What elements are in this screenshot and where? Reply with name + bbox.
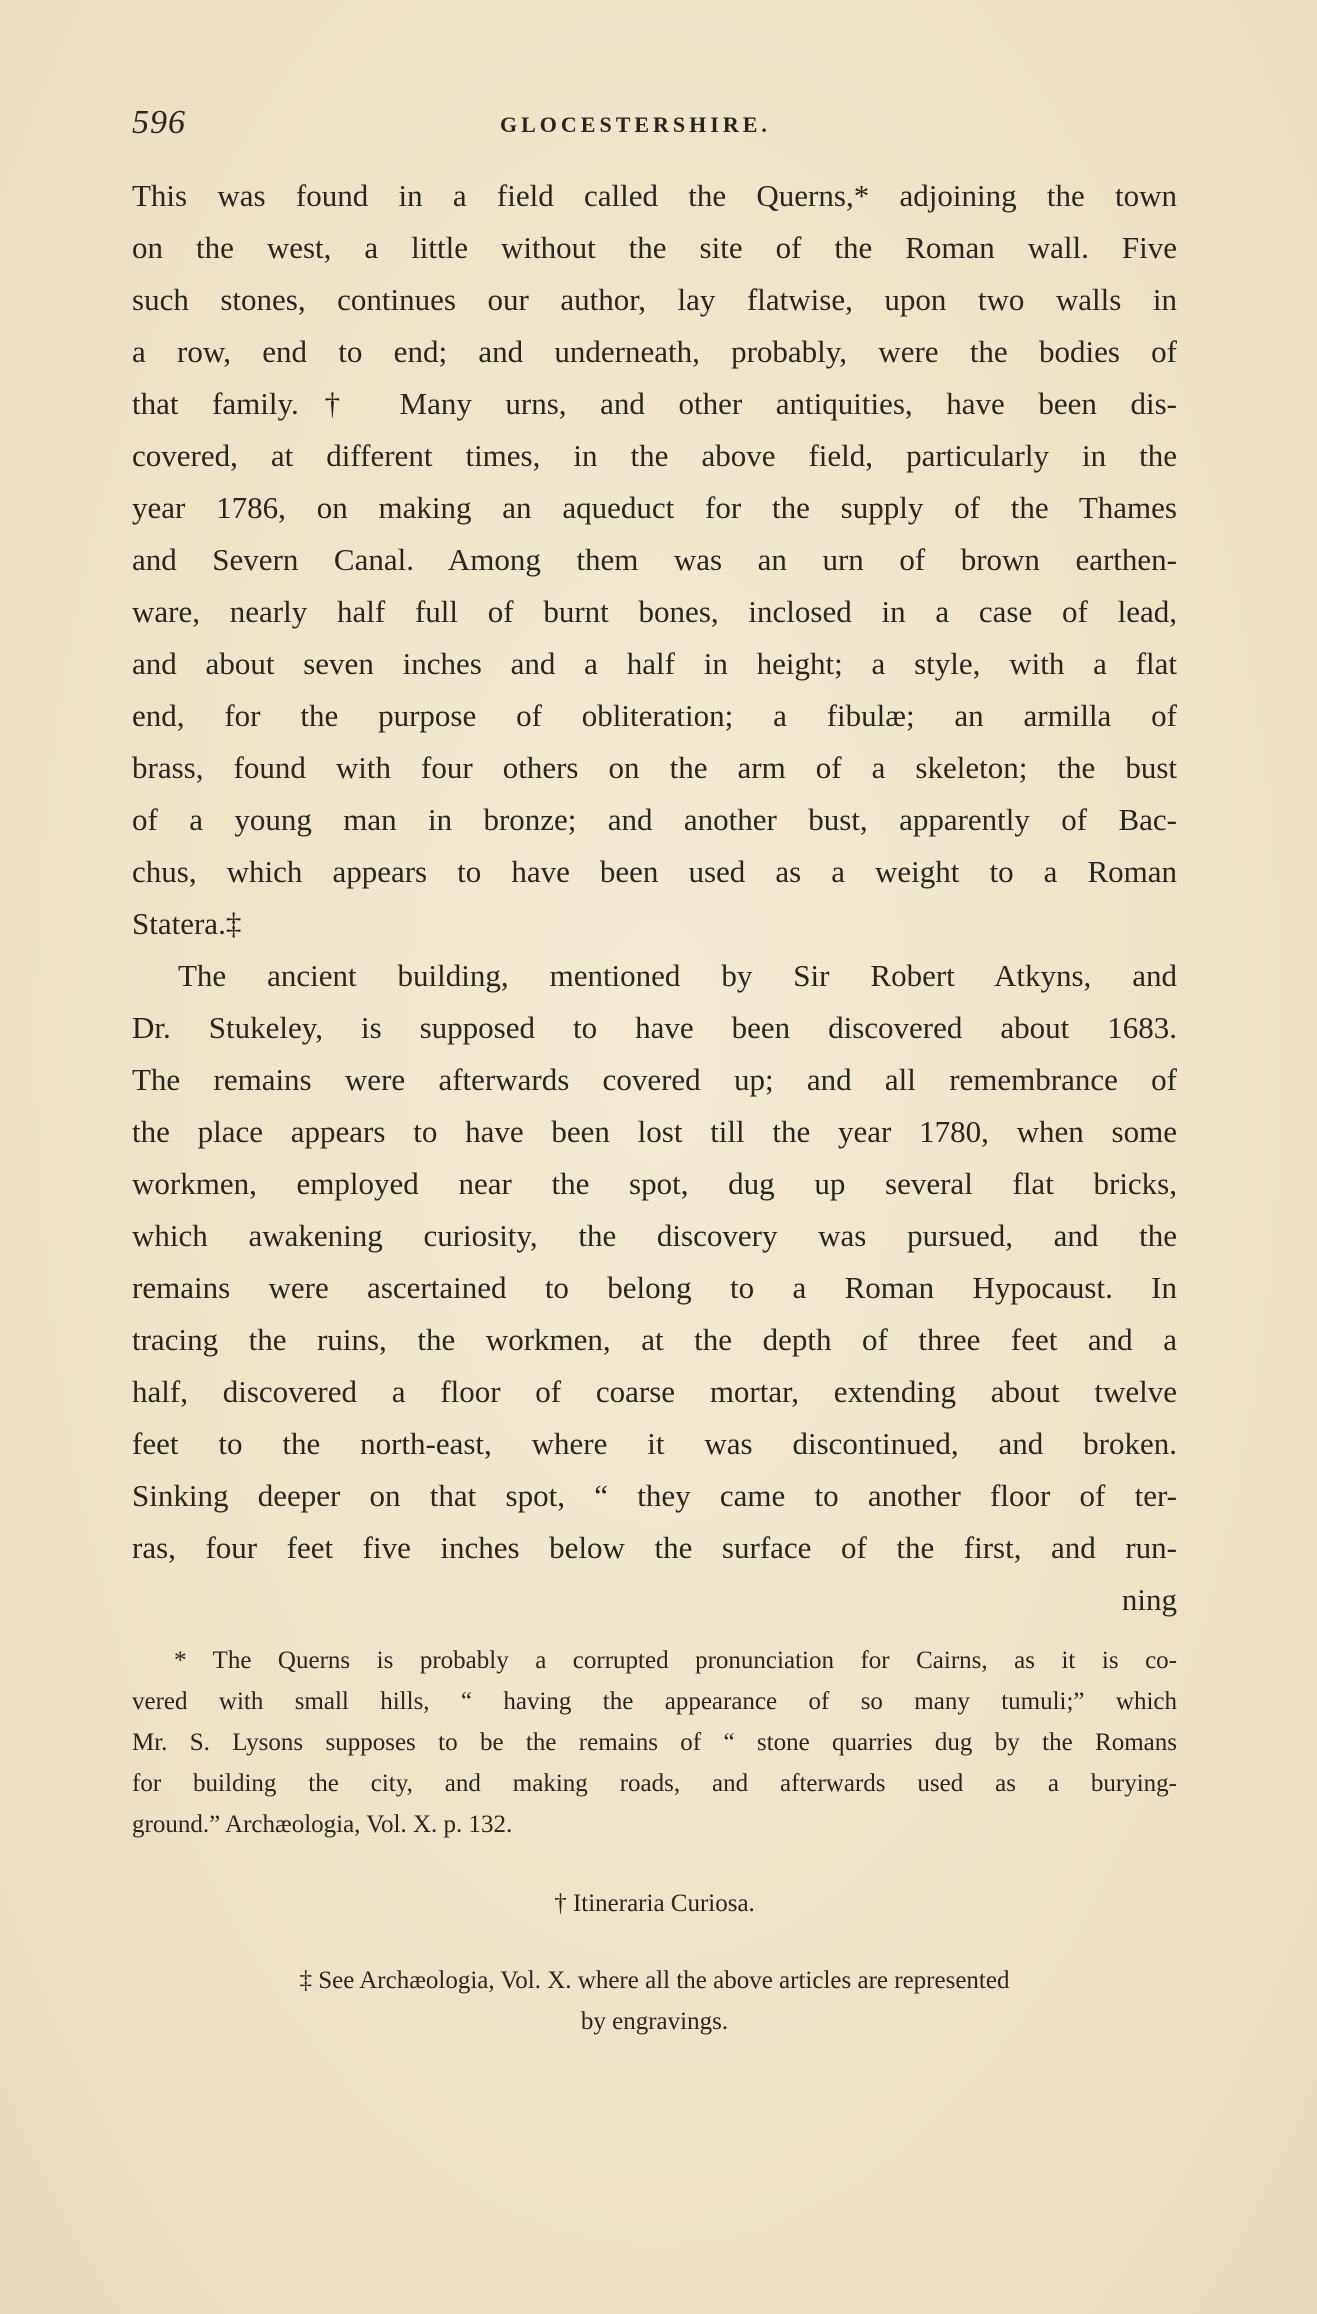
footnote-line: ground.” Archæologia, Vol. X. p. 132.: [132, 1811, 513, 1838]
footnote-line: Mr. S. Lysons supposes to be the remains of “ stone quarries dug by the Romans: [132, 1729, 1177, 1756]
running-head: [132, 104, 1182, 144]
body-line: workmen, employed near the spot, dug up several flat bricks,: [132, 1166, 1177, 1201]
body-line: half, discovered a floor of coarse mortar, extending about twelve: [132, 1374, 1177, 1409]
body-line: Statera.‡: [132, 906, 242, 941]
footnote-line: for building the city, and making roads, and afterwards used as a burying-: [132, 1770, 1177, 1797]
body-line: This was found in a field called the Querns,* adjoining the town: [132, 178, 1177, 213]
body-line: chus, which appears to have been used as a weight to a Roman: [132, 854, 1177, 889]
footnote-line: vered with small hills, “ having the appearance of so many tumuli;” which: [132, 1688, 1177, 1715]
body-line: such stones, continues our author, lay flatwise, upon two walls in: [132, 282, 1177, 317]
body-line: covered, at different times, in the above field, particularly in the: [132, 438, 1177, 473]
page-number: 596: [132, 104, 186, 141]
body-line: The remains were afterwards covered up; and all remembrance of: [132, 1062, 1177, 1097]
body-line: of a young man in bronze; and another bust, apparently of Bac-: [132, 802, 1177, 837]
body-line: year 1786, on making an aqueduct for the supply of the Thames: [132, 490, 1177, 525]
footnote-dagger: † Itineraria Curiosa.: [554, 1890, 755, 1917]
body-line: and about seven inches and a half in height; a style, with a flat: [132, 646, 1177, 681]
body-line: on the west, a little without the site of the Roman wall. Five: [132, 230, 1177, 265]
body-line: end, for the purpose of obliteration; a fibulæ; an armilla of: [132, 698, 1177, 733]
body-line: remains were ascertained to belong to a Roman Hypocaust. In: [132, 1270, 1177, 1305]
body-line: feet to the north-east, where it was discontinued, and broken.: [132, 1426, 1177, 1461]
body-line: which awakening curiosity, the discovery was pursued, and the: [132, 1218, 1177, 1253]
body-line: a row, end to end; and underneath, probably, were the bodies of: [132, 334, 1177, 369]
footnote-double-dagger: ‡ See Archæologia, Vol. X. where all the above articles are represented: [299, 1967, 1010, 1994]
body-line: and Severn Canal. Among them was an urn of brown earthen-: [132, 542, 1177, 577]
footnote-line: * The Querns is probably a corrupted pronunciation for Cairns, as it is co-: [174, 1647, 1177, 1674]
footnotes: [132, 1640, 1177, 2042]
body-line: brass, found with four others on the arm of a skeleton; the bust: [132, 750, 1177, 785]
body-line: Dr. Stukeley, is supposed to have been discovered about 1683.: [132, 1010, 1177, 1045]
body-line: tracing the ruins, the workmen, at the depth of three feet and a: [132, 1322, 1177, 1357]
body-line: the place appears to have been lost till the year 1780, when some: [132, 1114, 1177, 1149]
running-title: GLOCESTERSHIRE.: [500, 112, 771, 137]
catchword: ning: [1121, 1582, 1177, 1617]
body-line: ware, nearly half full of burnt bones, inclosed in a case of lead,: [132, 594, 1177, 629]
body-text: [132, 170, 1177, 1626]
body-line: ras, four feet five inches below the surface of the first, and run-: [132, 1530, 1177, 1565]
body-line: Sinking deeper on that spot, “ they came to another floor of ter-: [132, 1478, 1177, 1513]
footnote-double-dagger-continued: by engravings.: [580, 2008, 729, 2035]
body-line: that family.† Many urns, and other antiquities, have been dis-: [132, 386, 1177, 421]
body-line: The ancient building, mentioned by Sir Robert Atkyns, and: [178, 958, 1177, 993]
